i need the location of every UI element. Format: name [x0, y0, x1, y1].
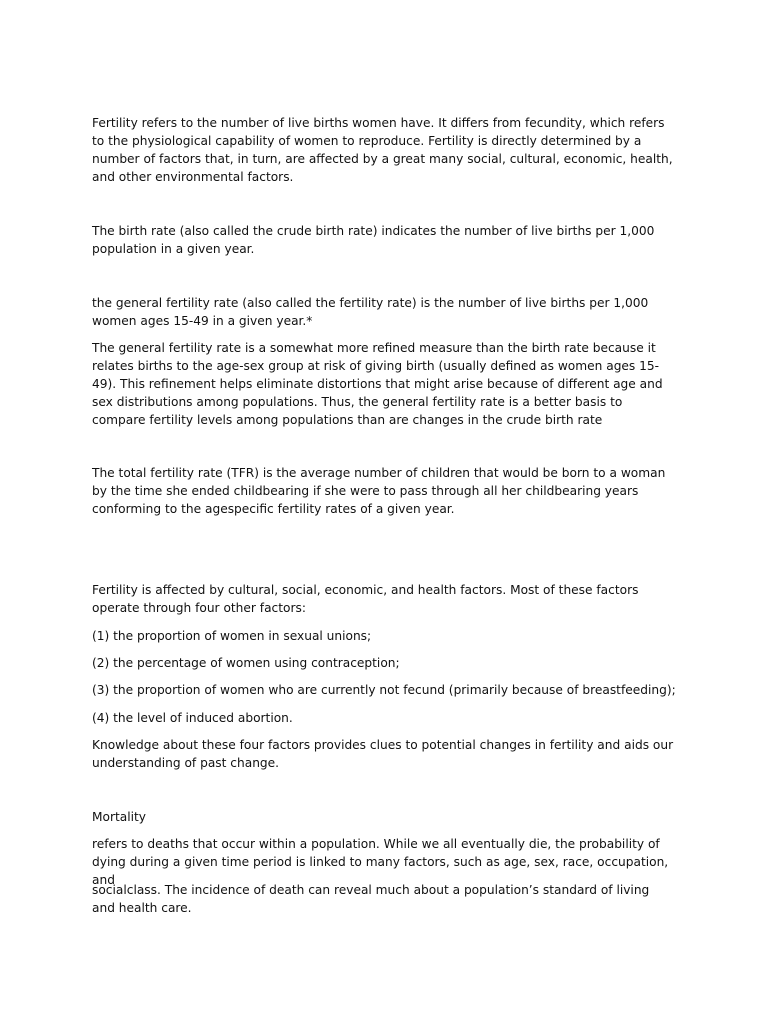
list-item-factor-1: (1) the proportion of women in sexual unions;	[92, 629, 372, 643]
paragraph-fertility-factors: Fertility is affected by cultural, social, economic, and health factors. Most of these factors operate through four other factors:	[92, 583, 639, 615]
paragraph-total-fertility-rate: The total fertility rate (TFR) is the average number of children that would be born to a woman by the time she ended childbearing if she were to pass through all her childbearing years conforming to the agespecific fertility rates of a given year.	[92, 466, 666, 516]
paragraph-gfr-refinement: The general fertility rate is a somewhat more refined measure than the birth rate because it relates births to the age-sex group at risk of giving birth (usually defined as women ages 15-49). This refinement helps eliminate distortions that might arise because of different age and sex distributions among populations. Thus, the general fertility rate is a better basis to compare fertility levels among populations than are changes in the crude birth rate	[92, 341, 663, 427]
heading-mortality: Mortality	[92, 810, 146, 824]
paragraph-mortality-definition: refers to deaths that occur within a population. While we all eventually die, the probability of dying during a given time period is linked to many factors, such as age, sex, race, occupation, and	[92, 837, 669, 887]
paragraph-knowledge: Knowledge about these four factors provides clues to potential changes in fertility and aids our understanding of past change.	[92, 738, 674, 770]
list-item-factor-2: (2) the percentage of women using contraception;	[92, 656, 400, 670]
paragraph-social-class: socialclass. The incidence of death can reveal much about a population’s standard of living and health care.	[92, 883, 650, 915]
list-item-factor-3: (3) the proportion of women who are currently not fecund (primarily because of breastfeeding);	[92, 683, 676, 697]
list-item-factor-4: (4) the level of induced abortion.	[92, 711, 293, 725]
paragraph-birth-rate: The birth rate (also called the crude birth rate) indicates the number of live births per 1,000 population in a given year.	[92, 224, 655, 256]
paragraph-fertility-definition: Fertility refers to the number of live births women have. It differs from fecundity, which refers to the physiological capability of women to reproduce. Fertility is directly determined by a number of factors that, in turn, are affected by a great many social, cultural, economic, health, and other environmental factors.	[92, 116, 673, 184]
paragraph-general-fertility-rate: the general fertility rate (also called the fertility rate) is the number of live births per 1,000 women ages 15-49 in a given year.*	[92, 296, 649, 328]
